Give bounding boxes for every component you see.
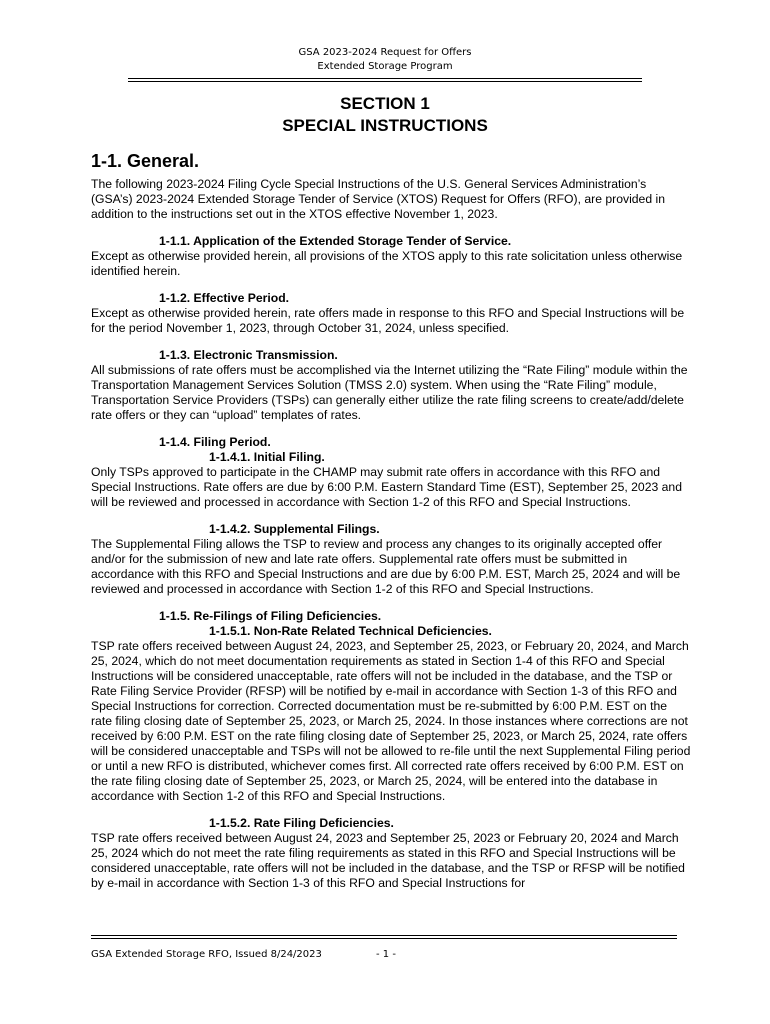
header-line-1: GSA 2023-2024 Request for Offers <box>298 47 472 58</box>
s111-paragraph: Except as otherwise provided herein, all provisions of the XTOS apply to this rate solicitation unless otherwise identified herein. <box>91 249 683 278</box>
section-title <box>0 93 770 137</box>
footer-issued: GSA Extended Storage RFO, Issued 8/24/2023 <box>91 949 322 960</box>
s1152-paragraph: TSP rate offers received between August 24, 2023 and September 25, 2023 or February 20, 2024 and March 25, 2024 which do not meet the rate filing requirements as stated in this RFO and Special Instructions will be considered unacceptable, rate offers will not be included in the database, and the TSP or RFSP will be notified by e-mail in accordance with Section 1-3 of this RFO and Special Instructions for <box>91 831 685 890</box>
body-content <box>91 150 691 903</box>
running-header <box>0 46 770 74</box>
s112-heading: 1-1.2. Effective Period. <box>159 291 290 305</box>
general-paragraph: The following 2023-2024 Filing Cycle Special Instructions of the U.S. General Services Administration’s (GSA’s) 2023-2024 Extended Storage Tender of Service (XTOS) Request for Offers (RFO), are provided in addition to the instructions set out in the XTOS effective November 1, 2023. <box>91 177 665 221</box>
s112-paragraph: Except as otherwise provided herein, rate offers made in response to this RFO and Special Instructions will be for the period November 1, 2023, through October 31, 2024, unless specified. <box>91 306 685 335</box>
s1141-paragraph: Only TSPs approved to participate in the CHAMP may submit rate offers in accordance with this RFO and Special Instructions. Rate offers are due by 6:00 P.M. Eastern Standard Time (EST), September 25, 2023 and will be reviewed and processed in accordance with Section 1-2 of this RFO and Special Instructions. <box>91 465 682 509</box>
s114-heading: 1-1.4. Filing Period. <box>159 435 271 449</box>
s113-heading: 1-1.3. Electronic Transmission. <box>159 348 338 362</box>
s1151-heading: 1-1.5.1. Non-Rate Related Technical Deficiencies. <box>209 624 492 638</box>
section-name: SPECIAL INSTRUCTIONS <box>282 116 488 135</box>
section-number: SECTION 1 <box>340 94 430 113</box>
s113-paragraph: All submissions of rate offers must be accomplished via the Internet utilizing the “Rate Filing” module within the Transportation Management Services Solution (TMSS 2.0) system. When using the “Rate Filing” module, Transportation Service Providers (TSPs) can generally either utilize the rate filing screens to create/add/delete rate offers or they can “upload” templates of rates. <box>91 363 688 422</box>
s111-heading: 1-1.1. Application of the Extended Storage Tender of Service. <box>159 234 512 248</box>
s1141-heading: 1-1.4.1. Initial Filing. <box>209 450 325 464</box>
s1152-heading: 1-1.5.2. Rate Filing Deficiencies. <box>209 816 394 830</box>
general-heading: 1-1. General. <box>91 151 200 171</box>
s115-heading: 1-1.5. Re-Filings of Filing Deficiencies. <box>159 609 382 623</box>
s1151-paragraph: TSP rate offers received between August 24, 2023, and September 25, 2023, or February 20, 2024, and March 25, 2024, which do not meet documentation requirements as stated in Section 1-4 of this RFO and Special Instructions will be considered unacceptable, rate offers will not be included in the database, and the TSP or Rate Filing Service Provider (RFSP) will be notified by e-mail in accordance with Section 1-3 of this RFO and Special Instructions for correction. Corrected documentation must be re-submitted by 6:00 P.M. EST on the rate filing closing date of September 25, 2023, or March 25, 2024. In those instances where corrections are not received by 6:00 P.M. EST on the rate filing closing date of September 25, 2023, or March 25, 2024, rate offers will be considered unacceptable and TSPs will not be allowed to re-file until the next Supplemental Filing period or until a new RFO is distributed, whichever comes first. All corrected rate offers received by 6:00 P.M. EST on the rate filing closing date of September 25, 2023, or March 25, 2024, will be entered into the database in accordance with Section 1-2 of this RFO and Special Instructions. <box>91 639 691 803</box>
s1142-paragraph: The Supplemental Filing allows the TSP to review and process any changes to its originally accepted offer and/or for the submission of new and late rate offers. Supplemental rate offers must be submitted in accordance with this RFO and Special Instructions and are due by 6:00 P.M. EST, March 25, 2024 and will be reviewed and processed in accordance with Section 1-2 of this RFO and Special Instructions. <box>91 537 681 596</box>
footer-rule <box>91 935 677 939</box>
page-number: - 1 - <box>376 949 396 960</box>
header-rule <box>128 78 642 82</box>
s1142-heading: 1-1.4.2. Supplemental Filings. <box>209 522 380 536</box>
header-line-2: Extended Storage Program <box>317 61 453 72</box>
